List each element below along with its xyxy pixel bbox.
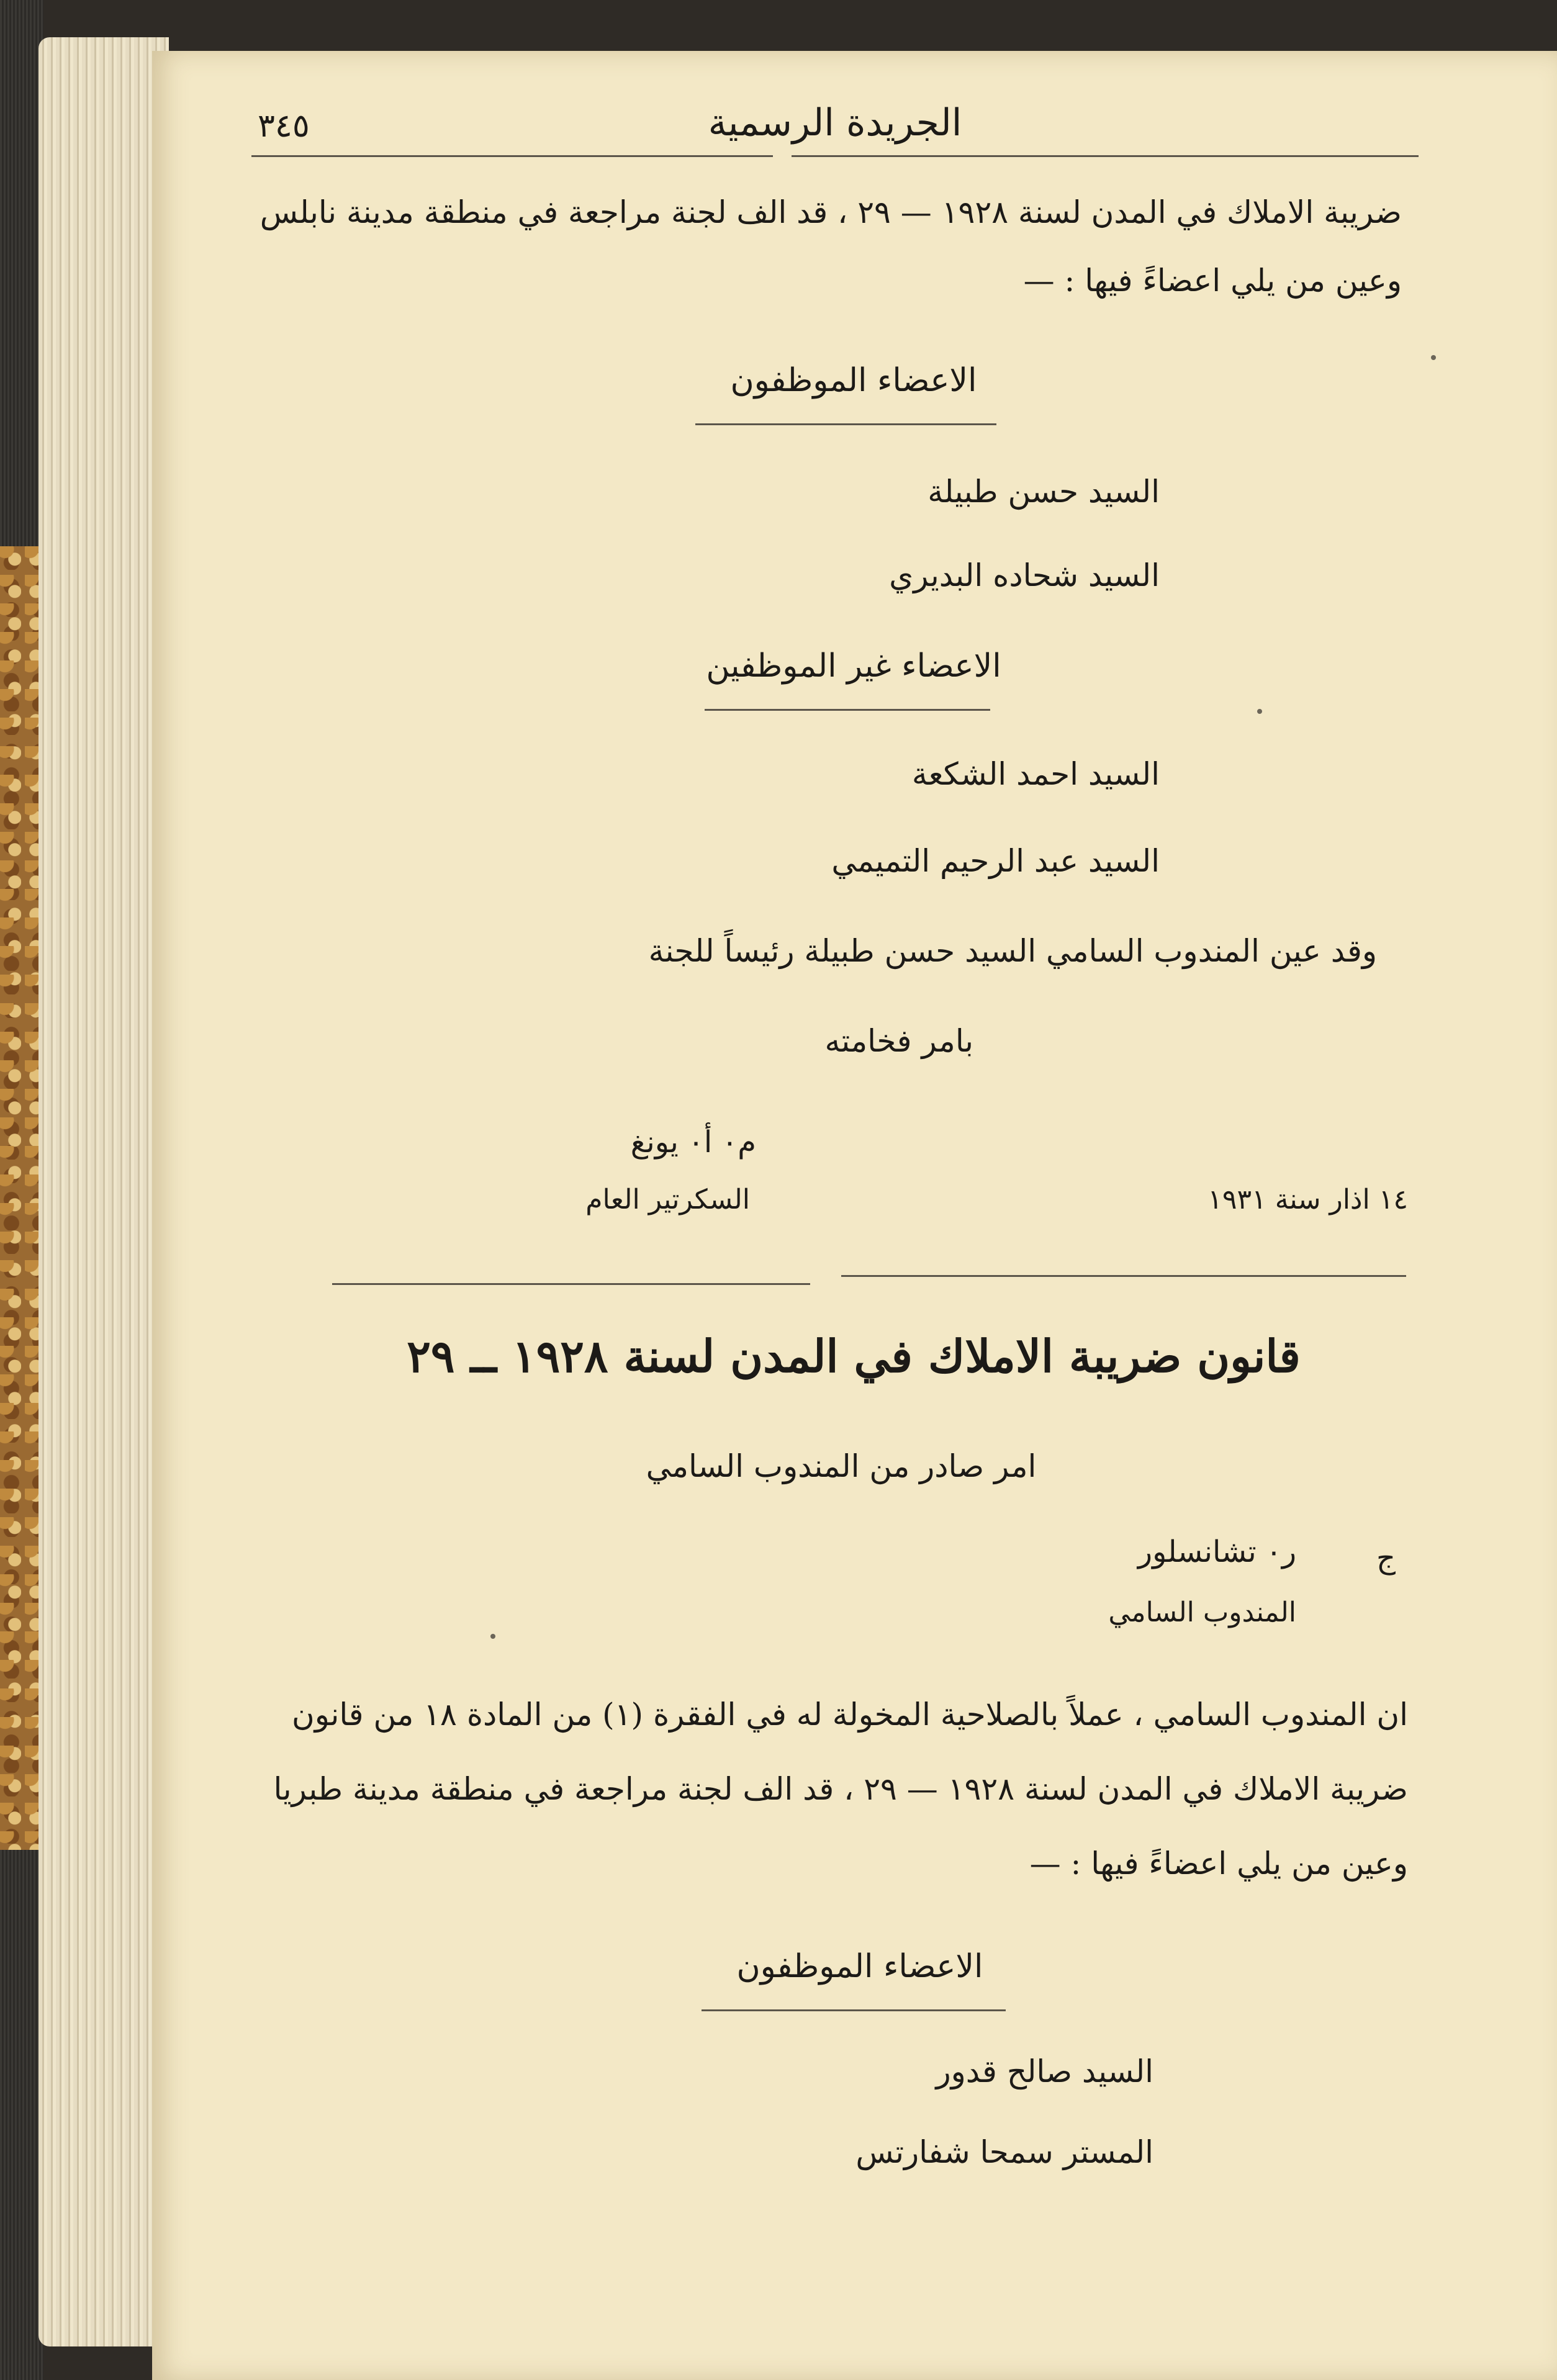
section-divider-left — [332, 1283, 810, 1285]
ordinance-body-line: وعين من يلي اعضاءً فيها : — — [1029, 1846, 1408, 1882]
signatory-name: م٠ أ٠ يونغ — [630, 1125, 756, 1160]
header-rule-left — [251, 155, 773, 157]
high-commissioner-initial: ج — [1376, 1541, 1396, 1575]
ordinance-subtitle: امر صادر من المندوب السامي — [646, 1448, 1037, 1484]
paper-speck — [1257, 709, 1262, 714]
page-number: ٣٤٥ — [258, 107, 310, 145]
notice-date: ١٤ اذار سنة ١٩٣١ — [1207, 1184, 1408, 1215]
ordinance-body-line: ان المندوب السامي ، عملاً بالصلاحية المخولة له في الفقرة (١) من المادة ١٨ من قانون — [291, 1697, 1408, 1733]
member-name: السيد صالح قدور — [936, 2053, 1153, 2089]
high-commissioner-name: ر٠ تشانسلور — [1137, 1535, 1296, 1569]
heading-underline — [705, 709, 990, 711]
marbled-endpaper — [0, 546, 38, 1850]
intro-line-1: ضريبة الاملاك في المدن لسنة ١٩٢٨ — ٢٩ ، قد الف لجنة مراجعة في منطقة مدينة نابلس — [260, 194, 1402, 230]
header-rule-right — [792, 155, 1419, 157]
signatory-title: السكرتير العام — [585, 1184, 750, 1215]
heading-underline — [702, 2009, 1006, 2011]
paper-speck — [1431, 355, 1436, 360]
member-name: السيد حسن طبيلة — [927, 474, 1160, 510]
ordinance-title: قانون ضريبة الاملاك في المدن لسنة ١٩٢٨ ــ ٢٩ — [407, 1330, 1301, 1382]
heading-underline — [695, 423, 996, 425]
official-members-heading: الاعضاء الموظفون — [736, 1948, 983, 1985]
member-name: السيد شحاده البديري — [889, 557, 1160, 593]
paper-speck — [490, 1634, 495, 1639]
page-edges — [38, 37, 169, 2346]
by-order: بامر فخامته — [824, 1023, 973, 1059]
ordinance-body-line: ضريبة الاملاك في المدن لسنة ١٩٢٨ — ٢٩ ، قد الف لجنة مراجعة في منطقة مدينة طبريا — [273, 1771, 1408, 1807]
intro-line-2: وعين من يلي اعضاءً فيها : — — [1023, 263, 1402, 299]
gazette-page — [152, 51, 1557, 2380]
high-commissioner-title: المندوب السامي — [1108, 1597, 1296, 1628]
journal-title: الجريدة الرسمية — [708, 101, 962, 145]
member-name: السيد عبد الرحيم التميمي — [831, 843, 1160, 879]
section-divider-right — [841, 1275, 1406, 1277]
member-name: المستر سمحا شفارتس — [855, 2134, 1153, 2170]
chairman-note: وقد عين المندوب السامي السيد حسن طبيلة رئيساً للجنة — [648, 933, 1377, 969]
unofficial-members-heading: الاعضاء غير الموظفين — [706, 647, 1001, 685]
official-members-heading: الاعضاء الموظفون — [730, 362, 977, 399]
member-name: السيد احمد الشكعة — [911, 756, 1160, 792]
